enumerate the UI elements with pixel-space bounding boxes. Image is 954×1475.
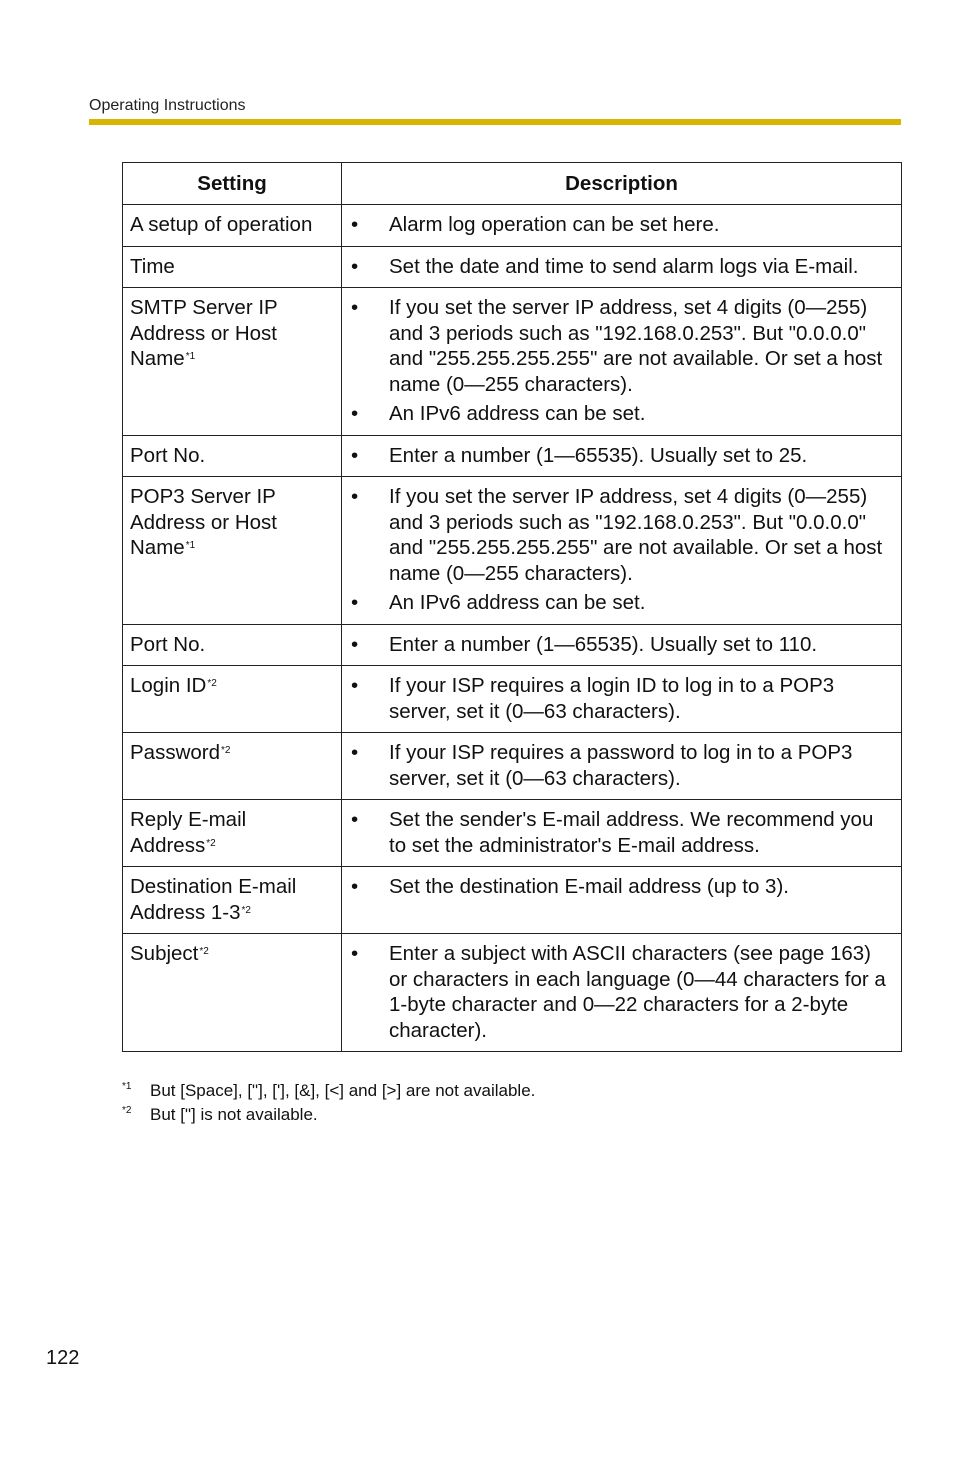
description-list <box>351 212 891 238</box>
footnote-mark: *2 <box>122 1105 132 1116</box>
table-row <box>123 288 902 436</box>
setting-cell <box>123 477 342 625</box>
description-bullet: • Enter a subject with ASCII characters (see page 163) or characters in each language (0—44 characters for a 1-byte character and 0—22 characters for a 2-byte character). <box>351 941 891 1043</box>
setting-name: Port No. <box>130 443 206 467</box>
description-cell <box>342 624 902 666</box>
table-body <box>123 205 902 1052</box>
table-row <box>123 477 902 625</box>
table-row <box>123 934 902 1052</box>
description-list <box>351 254 891 280</box>
footnote-reference: *1 <box>185 540 196 551</box>
description-bullet: • Enter a number (1—65535). Usually set to 25. <box>351 443 891 469</box>
table-row <box>123 800 902 867</box>
setting-name: Password <box>130 741 221 764</box>
description-list <box>351 484 891 616</box>
setting-cell <box>123 733 342 800</box>
description-cell <box>342 205 902 247</box>
setting-name: Subject <box>130 942 199 965</box>
setting-name: A setup of operation <box>130 213 313 236</box>
column-header-description: Description <box>342 163 902 205</box>
table-row <box>123 624 902 666</box>
description-list <box>351 632 891 658</box>
table-row <box>123 246 902 288</box>
description-list <box>351 807 891 858</box>
footnote-reference: *1 <box>185 351 196 362</box>
description-bullet: • An IPv6 address can be set. <box>351 590 891 616</box>
setting-name: Port No. <box>130 632 206 656</box>
description-cell <box>342 477 902 625</box>
footnotes <box>122 1080 535 1128</box>
footnote <box>122 1104 535 1128</box>
footnote-reference: *2 <box>221 745 231 756</box>
table-row <box>123 867 902 934</box>
setting-name: SMTP Server IP Address or Host Name <box>130 296 278 370</box>
column-header-setting: Setting <box>123 163 342 205</box>
setting-name: POP3 Server IP Address or Host Name <box>130 485 277 559</box>
setting-cell <box>123 246 342 288</box>
footnote <box>122 1080 535 1104</box>
description-bullet: • An IPv6 address can be set. <box>351 401 891 427</box>
description-bullet: • If you set the server IP address, set 4 digits (0—255) and 3 periods such as "192.168.0.253". But "0.0.0.0" and "255.255.255.255" are not available. Or set a host name (0—255 characters). <box>351 295 891 397</box>
description-list <box>351 941 891 1043</box>
description-cell <box>342 288 902 436</box>
setting-cell <box>123 435 342 477</box>
description-bullet: • If your ISP requires a password to log in to a POP3 server, set it (0—63 characters). <box>351 740 891 791</box>
footnote-text: But ["] is not available. <box>150 1105 318 1124</box>
setting-cell <box>123 288 342 436</box>
description-list <box>351 443 891 469</box>
setting-cell <box>123 205 342 247</box>
settings-table <box>122 162 902 1052</box>
setting-name: Destination E-mail Address 1-3 <box>130 875 297 924</box>
description-cell <box>342 246 902 288</box>
footnote-mark: *1 <box>122 1081 132 1092</box>
description-list <box>351 673 891 724</box>
description-list <box>351 874 891 900</box>
footnote-reference: *2 <box>241 904 251 916</box>
setting-cell <box>123 666 342 733</box>
header-rule <box>89 119 901 125</box>
footnote-reference: *2 <box>199 946 209 957</box>
table-row <box>123 435 902 477</box>
description-bullet: • If your ISP requires a login ID to log in to a POP3 server, set it (0—63 characters). <box>351 673 891 724</box>
setting-name: Login ID <box>130 674 207 697</box>
description-cell <box>342 435 902 477</box>
description-list <box>351 740 891 791</box>
page-number: 122 <box>46 1347 80 1369</box>
setting-name: Reply E-mail Address <box>130 808 247 857</box>
description-bullet: • Set the sender's E-mail address. We recommend you to set the administrator's E-mail address. <box>351 807 891 858</box>
description-list <box>351 295 891 427</box>
description-bullet: • If you set the server IP address, set 4 digits (0—255) and 3 periods such as "192.168.0.253". But "0.0.0.0" and "255.255.255.255" are not available. Or set a host name (0—255 characters). <box>351 484 891 586</box>
setting-cell <box>123 934 342 1052</box>
footnote-text: But [Space], ["], ['], [&], [<] and [>] are not available. <box>150 1081 536 1100</box>
table-row <box>123 666 902 733</box>
description-cell <box>342 666 902 733</box>
footnote-reference: *2 <box>206 837 216 849</box>
description-cell <box>342 733 902 800</box>
description-bullet: • Alarm log operation can be set here. <box>351 212 891 238</box>
setting-cell <box>123 800 342 867</box>
setting-name: Time <box>130 254 175 278</box>
description-cell <box>342 867 902 934</box>
table-header-row <box>123 163 902 205</box>
description-bullet: • Set the destination E-mail address (up to 3). <box>351 874 891 900</box>
description-cell <box>342 800 902 867</box>
description-cell <box>342 934 902 1052</box>
setting-cell <box>123 624 342 666</box>
description-bullet: • Set the date and time to send alarm logs via E-mail. <box>351 254 891 280</box>
description-bullet: • Enter a number (1—65535). Usually set to 110. <box>351 632 891 658</box>
running-header-title: Operating Instructions <box>89 97 246 114</box>
footnote-reference: *2 <box>207 678 217 689</box>
table-row <box>123 733 902 800</box>
table-row <box>123 205 902 247</box>
setting-cell <box>123 867 342 934</box>
